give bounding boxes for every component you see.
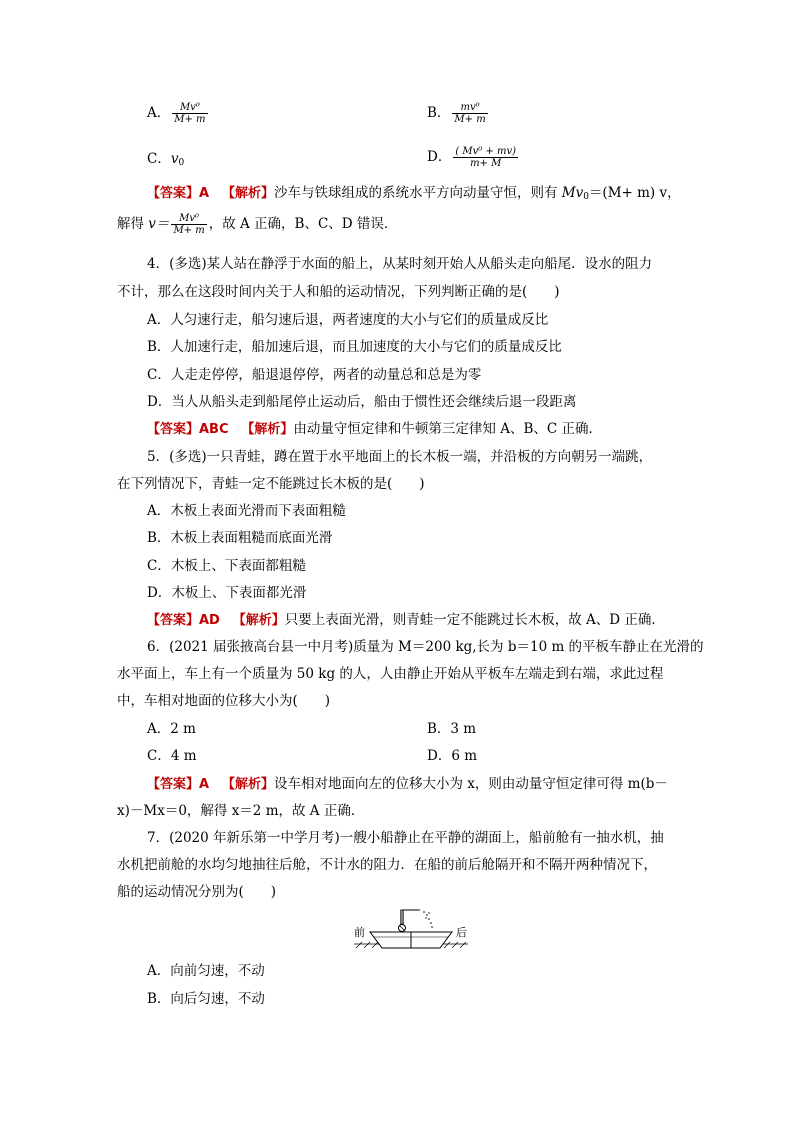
- fraction: [171, 213, 206, 236]
- option-label: D．: [427, 149, 452, 165]
- q3-option-c: [147, 150, 184, 172]
- fraction-numerator: mv⁰: [452, 102, 487, 114]
- fraction-denominator: M+ m: [174, 114, 206, 125]
- label-front: 前: [354, 926, 365, 939]
- q4-option-c: C．人走走停停，船退退停停，两者的动量总和总是为零: [147, 367, 482, 383]
- q6-option-a: A．2 m: [147, 721, 196, 737]
- analysis-text: 设车相对地面向左的位移大小为 x，则由动量守恒定律可得 m(b－: [273, 776, 668, 792]
- label-back: 后: [456, 926, 467, 939]
- analysis-text: 只要上表面光滑，则青蛙一定不能跳过长木板，故 A、D 正确．: [284, 612, 665, 628]
- q4-option-a: A．人匀速行走，船匀速后退，两者速度的大小与它们的质量成反比: [147, 312, 549, 328]
- option-label: C．: [147, 151, 171, 167]
- q5-stem-line-2: 在下列情况下，青蛙一定不能跳过长木板的是( ): [117, 476, 425, 492]
- pipe: [402, 910, 420, 924]
- q4-stem-line-2: 不计，那么在这段时间内关于人和船的运动情况，下列判断正确的是( ): [117, 284, 560, 300]
- q7-option-b: B．向后匀速，不动: [147, 991, 265, 1007]
- subscript: 0: [178, 158, 185, 168]
- q6-stem-line-3: 中，车相对地面的位移大小为( ): [117, 693, 331, 709]
- q6-stem-line-2: 水平面上，车上有一个质量为 50 kg 的人，人由静止开始从平板车左端走到右端，求此过程: [117, 666, 664, 682]
- fraction-numerator: Mv⁰: [171, 213, 206, 225]
- analysis-tag: 【解析】: [221, 186, 274, 201]
- analysis-tag: 【解析】: [241, 422, 294, 437]
- boat-figure: [352, 902, 470, 950]
- q5-answer-line: [147, 611, 665, 630]
- q6-option-c: C．4 m: [147, 748, 197, 764]
- analysis-text: 沙车与铁球组成的系统水平方向动量守恒，则有: [273, 185, 562, 201]
- q5-option-b: B．木板上表面粗糙而底面光滑: [147, 530, 333, 546]
- water-stream: [423, 911, 433, 928]
- q5-option-d: D．木板上、下表面都光滑: [147, 585, 307, 601]
- answer-tag: 【答案】ABC: [147, 422, 229, 437]
- subscript: 0: [583, 192, 589, 202]
- analysis-text: ，故 A 正确，B、C、D 错误．: [208, 216, 398, 232]
- q4-answer-line: [147, 420, 602, 439]
- answer-tag: 【答案】AD: [147, 613, 220, 628]
- q7-stem-line-1: 7．(2020 年新乐第一中学月考)一艘小船静止在平静的湖面上，船前舱有一抽水机，抽: [147, 830, 664, 846]
- fraction-denominator: M+ m: [173, 225, 205, 236]
- q6-option-b: B．3 m: [427, 721, 477, 737]
- fraction: [453, 146, 518, 169]
- fraction: [172, 102, 207, 125]
- option-value: v: [170, 151, 179, 167]
- equation-lhs: Mv: [561, 185, 584, 201]
- q6-stem-line-1: 6．(2021 届张掖高台县一中月考)质量为 M＝200 kg,长为 b＝10 m 的平板车静止在光滑的: [147, 639, 704, 655]
- analysis-text: 由动量守恒定律和牛顿第三定律知 A、B、C 正确．: [293, 421, 602, 437]
- analysis-tag: 【解析】: [221, 777, 274, 792]
- q3-answer-line: [147, 184, 681, 206]
- q4-stem-line-1: 4．(多选)某人站在静浮于水面的船上，从某时刻开始人从船头走向船尾．设水的阻力: [147, 256, 653, 272]
- q5-option-a: A．木板上表面光滑而下表面粗糙: [147, 503, 346, 519]
- q6-analysis-line-2: x)－Mx＝0，解得 x＝2 m，故 A 正确．: [117, 803, 365, 819]
- option-label: A．: [147, 105, 171, 121]
- fraction-denominator: M+ m: [454, 114, 486, 125]
- q3-solution-line: [117, 213, 397, 236]
- fraction-numerator: ( Mv⁰ + mv): [455, 146, 517, 157]
- equation-rhs: ＝(M+ m) v，: [588, 185, 681, 201]
- q4-option-d: D．当人从船头走到船尾停止运动后，船由于惯性还会继续后退一段距离: [147, 394, 577, 410]
- q7-option-a: A．向前匀速，不动: [147, 963, 265, 979]
- option-label: B．: [427, 105, 451, 121]
- q7-stem-line-2: 水机把前舱的水均匀地抽往后舱，不计水的阻力．在船的前后舱隔开和不隔开两种情况下，: [117, 857, 657, 873]
- fraction-denominator: m+ M: [470, 158, 502, 169]
- q6-answer-line: [147, 775, 668, 794]
- boat-diagram: [352, 902, 470, 950]
- q3-option-d: [427, 146, 520, 169]
- q4-option-b: B．人加速行走，船加速后退，而且加速度的大小与它们的质量成反比: [147, 339, 562, 355]
- q6-option-d: D．6 m: [427, 748, 478, 764]
- fraction-numerator: Mv⁰: [172, 102, 207, 114]
- answer-tag: 【答案】A: [147, 186, 210, 201]
- q5-option-c: C．木板上、下表面都粗糙: [147, 558, 306, 574]
- equation-lhs: v＝: [148, 216, 170, 232]
- q5-stem-line-1: 5．(多选)一只青蛙，蹲在置于水平地面上的长木板一端，并沿板的方向朝另一端跳，: [147, 449, 653, 465]
- analysis-text: 解得: [117, 216, 149, 232]
- analysis-tag: 【解析】: [232, 613, 285, 628]
- answer-tag: 【答案】A: [147, 777, 210, 792]
- q7-stem-line-3: 船的运动情况分别为( ): [117, 884, 277, 900]
- q3-option-a: [147, 102, 210, 125]
- fraction: [452, 102, 487, 125]
- q3-option-b: [427, 102, 490, 125]
